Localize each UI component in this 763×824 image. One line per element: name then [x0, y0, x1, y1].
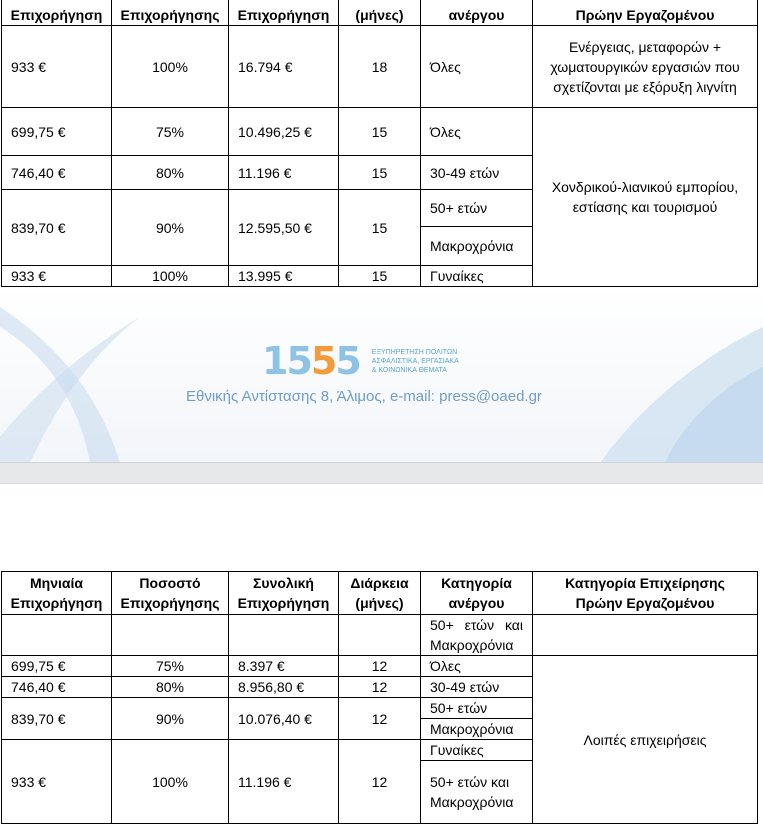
header-line: (μήνες): [355, 595, 404, 611]
logo-caption: [372, 348, 459, 375]
cell-duration: 12: [339, 677, 421, 698]
table-row: [2, 615, 758, 656]
cell-duration: 18: [339, 26, 421, 108]
cell-total: 11.196 €: [229, 156, 339, 190]
cell-total: 11.196 €: [229, 740, 339, 824]
cell-monthly: 746,40 €: [2, 677, 112, 698]
cell-total: 10.496,25 €: [229, 108, 339, 156]
cell-total: [229, 615, 339, 656]
cell-monthly: 699,75 €: [2, 108, 112, 156]
cell-category: Όλες: [421, 656, 533, 677]
subsidy-table-top: [1, 0, 758, 287]
table-row: [2, 26, 758, 108]
cell-business-merged: Λοιπές επιχειρήσεις: [533, 656, 758, 824]
cell-category: 30-49 ετών: [421, 156, 533, 190]
cell-duration: 15: [339, 266, 421, 287]
cell-percent: [112, 615, 229, 656]
table-header-row: [2, 0, 758, 26]
footer-address: Εθνικής Αντίστασης 8, Άλιμος, e-mail: press@oaed.gr: [186, 388, 542, 405]
logo-line: & ΚΟΙΝΩΝΙΚΑ ΘΕΜΑΤΑ: [371, 366, 447, 374]
cell-category: Γυναίκες: [421, 740, 533, 761]
cell-monthly: [2, 615, 112, 656]
cell-total: 8.956,80 €: [229, 677, 339, 698]
cell-category: 30-49 ετών: [421, 677, 533, 698]
cell-percent: 100%: [112, 26, 229, 108]
cell-monthly: 933 €: [2, 26, 112, 108]
cell-monthly: 699,75 €: [2, 656, 112, 677]
table-row: [2, 108, 758, 156]
header-line: Επιχορήγηση: [10, 595, 103, 611]
header-line: Πρώην Εργαζομένου: [575, 595, 715, 611]
header-business: [533, 572, 758, 615]
logo-line: ΑΣΦΑΛΙΣΤΙΚΑ, ΕΡΓΑΣΙΑΚΑ: [371, 357, 459, 365]
cell-duration: 12: [339, 698, 421, 740]
cell-duration: [339, 615, 421, 656]
header-line: Επιχορήγηση: [237, 595, 330, 611]
header-percent: [112, 572, 229, 615]
page-separator: [0, 462, 763, 484]
cell-category: Μακροχρόνια: [421, 227, 533, 266]
header-monthly: [2, 572, 112, 615]
cell-business-merged: Χονδρικού-λιανικού εμπορίου, εστίασης και τουρισμού: [533, 108, 758, 287]
header-duration: [339, 572, 421, 615]
cell-category: Όλες: [421, 108, 533, 156]
header-business: Πρώην Εργαζομένου: [533, 0, 758, 26]
cell-category: 50+ ετών και Μακροχρόνια: [421, 615, 533, 656]
cell-total: 13.995 €: [229, 266, 339, 287]
cell-percent: 90%: [112, 190, 229, 266]
header-line: ανέργου: [448, 595, 505, 611]
header-line: Μηνιαία: [30, 575, 83, 591]
cell-percent: 75%: [112, 656, 229, 677]
cell-monthly: 839,70 €: [2, 190, 112, 266]
cell-duration: 15: [339, 190, 421, 266]
header-category: ανέργου: [421, 0, 533, 26]
table-row: [2, 656, 758, 677]
cell-monthly: 839,70 €: [2, 698, 112, 740]
cell-percent: 90%: [112, 698, 229, 740]
cell-total: 16.794 €: [229, 26, 339, 108]
cell-category: 50+ ετών και Μακροχρόνια: [421, 761, 533, 824]
logo-1555: [262, 338, 459, 384]
header-line: Κατηγορία Επιχείρησης: [565, 575, 725, 591]
header-line: Επιχορήγησης: [120, 595, 220, 611]
cell-total: 12.595,50 €: [229, 190, 339, 266]
cell-monthly: 933 €: [2, 740, 112, 824]
cell-duration: 12: [339, 740, 421, 824]
cell-category: Όλες: [421, 26, 533, 108]
cell-percent: 80%: [112, 677, 229, 698]
header-line: Ποσοστό: [139, 575, 201, 591]
cell-percent: 100%: [112, 266, 229, 287]
header-total: Επιχορήγηση: [229, 0, 339, 26]
header-line: Συνολική: [253, 575, 314, 591]
header-percent: Επιχορήγησης: [112, 0, 229, 26]
cell-total: 8.397 €: [229, 656, 339, 677]
header-duration: (μήνες): [339, 0, 421, 26]
cell-category: Γυναίκες: [421, 266, 533, 287]
cell-monthly: 933 €: [2, 266, 112, 287]
cell-business: [533, 615, 758, 656]
header-line: Κατηγορία: [441, 575, 512, 591]
header-monthly: Επιχορήγηση: [2, 0, 112, 26]
cell-business: Ενέργειας, μεταφορών + χωματουργικών εργασιών που σχετίζονται με εξόρυξη λιγνίτη: [533, 26, 758, 108]
cell-percent: 100%: [112, 740, 229, 824]
logo-number: 1555: [262, 339, 360, 383]
cell-percent: 75%: [112, 108, 229, 156]
cell-duration: 15: [339, 108, 421, 156]
table-header-row: [2, 572, 758, 615]
cell-percent: 80%: [112, 156, 229, 190]
cell-monthly: 746,40 €: [2, 156, 112, 190]
header-line: Διάρκεια: [350, 575, 409, 591]
cell-category: 50+ ετών: [421, 698, 533, 719]
cell-category: 50+ ετών: [421, 190, 533, 227]
header-total: [229, 572, 339, 615]
subsidy-table-bottom: [1, 571, 758, 824]
logo-line: ΕΞΥΠΗΡΕΤΗΣΗ ΠΟΛΙΤΩΝ: [371, 348, 458, 356]
cell-category: Μακροχρόνια: [421, 719, 533, 740]
cell-duration: 12: [339, 656, 421, 677]
cell-total: 10.076,40 €: [229, 698, 339, 740]
cell-duration: 15: [339, 156, 421, 190]
header-category: [421, 572, 533, 615]
